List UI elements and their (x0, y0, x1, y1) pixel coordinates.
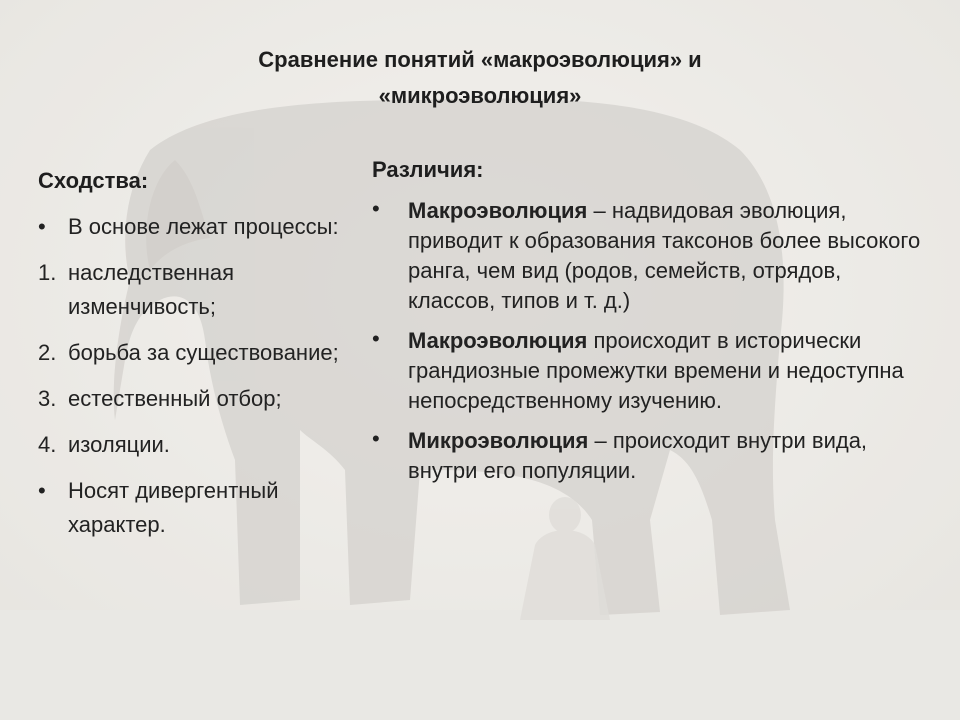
list-item-text: Носят дивергентный характер. (68, 478, 279, 537)
list-item (38, 382, 368, 416)
list-item-text: В основе лежат процессы: (68, 214, 339, 239)
term-macroevolution: Макроэволюция (408, 198, 588, 223)
similarities-list (38, 210, 368, 554)
term-microevolution: Микроэволюция (408, 428, 589, 453)
list-item-text: наследственная изменчивость; (68, 260, 235, 319)
slide-title (120, 42, 840, 114)
list-item (38, 428, 368, 462)
list-item (38, 474, 368, 542)
similarities-heading: Сходства: (38, 168, 149, 193)
list-item (38, 210, 368, 244)
differences-list (372, 196, 932, 496)
list-item-text: изоляции. (68, 432, 170, 457)
list-item (38, 256, 368, 324)
bullet-marker: • (372, 326, 380, 351)
list-item-text: борьба за существование; (68, 340, 339, 365)
title-line-2: «микроэволюция» (378, 83, 582, 108)
list-marker: 2. (38, 340, 57, 365)
list-marker: 3. (38, 386, 57, 411)
list-item (372, 426, 932, 486)
list-item-text: происходит в исторически грандиозные промежутки времени и недоступна непосредственному изучению. (408, 328, 904, 413)
list-item-text: – происходит внутри вида, внутри его популяции. (408, 428, 868, 483)
bullet-marker: • (372, 426, 380, 451)
bullet-marker: • (372, 196, 380, 221)
list-item (372, 326, 932, 416)
list-item (38, 336, 368, 370)
title-line-1: Сравнение понятий «макроэволюция» и (258, 47, 702, 72)
list-item-text: – надвидовая эволюция, приводит к образования таксонов более высокого ранга, чем вид (родов, семейств, отрядов, классов, типов и т. д.) (408, 198, 921, 313)
list-marker: • (38, 478, 46, 503)
list-item-text: естественный отбор; (68, 386, 282, 411)
list-marker: 4. (38, 432, 57, 457)
term-macroevolution: Макроэволюция (408, 328, 588, 353)
differences-heading: Различия: (372, 157, 484, 182)
list-item (372, 196, 932, 316)
list-marker: 1. (38, 260, 57, 285)
list-marker: • (38, 214, 46, 239)
